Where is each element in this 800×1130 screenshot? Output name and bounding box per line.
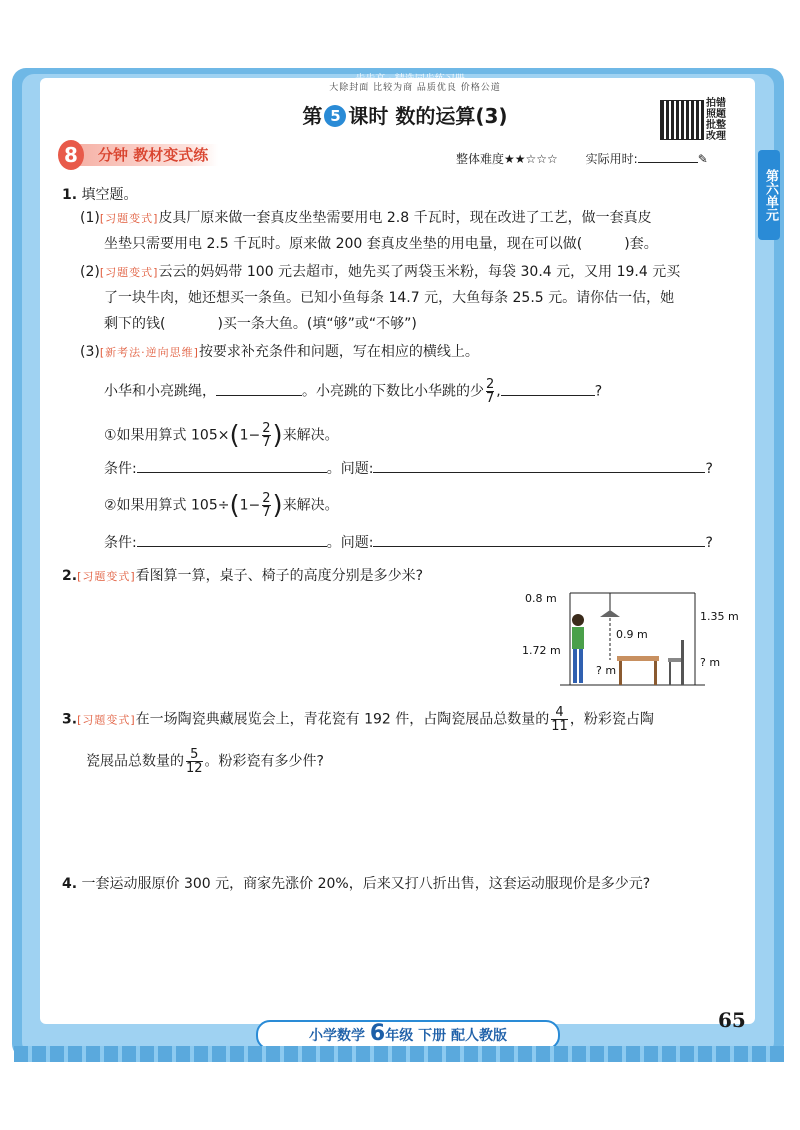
svg-text:? m: ? m [700,656,721,669]
condition-blank-2[interactable] [137,532,327,547]
height-diagram [520,590,750,690]
difficulty-stars: ★★☆☆☆ [504,152,558,166]
svg-text:? m: ? m [596,664,617,677]
q3-line1: 3.[习题变式]在一场陶瓷典藏展览会上，青花瓷有 192 件，占陶瓷展品总数量的 $\frac{4}{11}$ ，粉彩瓷占陶 [62,705,654,734]
svg-text:0.8 m: 0.8 m [525,592,557,605]
q1-part1-line2: 坐垫只需要用电 2.5 千瓦时。原来做 200 套真皮坐垫的用电量，现在可以做( )套。 [104,236,658,252]
unit-side-tab: 第六单元 [758,150,780,240]
lesson-number-badge: 5 [324,105,346,127]
section-tag: 分钟 教材变式练 8 [58,140,258,170]
q1-part2-line3: 剩下的钱( )买一条大鱼。(填“够”或“不够”) [104,316,417,332]
fraction-5-12: $\frac{5}{12}$ [186,747,203,776]
q1-option2: ②如果用算式 105÷(1− $\frac{2}{7}$ )来解决。 [104,490,339,521]
person-icon [572,614,584,626]
qr-code-icon[interactable] [660,100,704,140]
jump-condition-blank[interactable] [216,381,302,396]
q1-part1-line1: (1)[习题变式]皮具厂原来做一套真皮坐垫需要用电 2.8 千瓦时，现在改进了工艺，做一套真皮 [80,210,652,226]
q1-part2-line1: (2)[习题变式]云云的妈妈带 100 元去超市，她先买了两袋玉米粉，每袋 30.4 元，又用 19.4 元买 [80,264,681,280]
q1-part2-line2: 了一块牛肉，她还想买一条鱼。已知小鱼每条 14.7 元，大鱼每条 25.5 元。请你估一估，她 [104,290,675,306]
q1-heading: 1. 填空题。 [62,187,138,203]
q1-jump-rope-line: 小华和小亮跳绳， 。小亮跳的下数比小华跳的少 $\frac{2}{7}$ , ? [104,377,603,406]
q1-option1: ①如果用算式 105×(1− $\frac{2}{7}$ )来解决。 [104,420,339,451]
svg-text:0.9 m: 0.9 m [616,628,648,641]
question-blank-2[interactable] [373,532,705,547]
time-blank[interactable] [638,148,698,163]
fraction-4-11: $\frac{4}{11}$ [551,705,568,734]
bottom-stripe [14,1046,784,1062]
footer-badge: 小学数学 6年级 下册 配人教版 [256,1020,560,1050]
q1-option1-answer: 条件: 。问题: ? [104,458,713,479]
table-icon [617,656,659,661]
q3-line2: 瓷展品总数量的 $\frac{5}{12}$ 。粉彩瓷有多少件? [86,747,324,776]
svg-text:1.72 m: 1.72 m [522,644,561,657]
question-blank-1[interactable] [373,458,705,473]
condition-blank-1[interactable] [137,458,327,473]
top-strip: 步步高 · 精选同步练习册 [355,74,465,85]
q1-part3: (3)[新考法·逆向思维]按要求补充条件和问题，写在相应的横线上。 [80,344,479,360]
fraction-2-7: $\frac{2}{7}$ [486,377,495,406]
q2-text: 2.[习题变式]看图算一算，桌子、椅子的高度分别是多少米? [62,568,424,584]
exercise-tag: [习题变式] [99,212,159,225]
q1-option2-answer: 条件: 。问题: ? [104,532,713,553]
qr-caption: 拍错 照题 批整 改理 [706,98,726,142]
q4-text: 4. 一套运动服原价 300 元，商家先涨价 20%，后来又打八折出售，这套运动服现价是多少元? [62,876,651,892]
page-title: 第 5 课时 数的运算(3) [302,104,508,128]
jump-question-blank[interactable] [501,381,595,396]
page-number: 65 [718,1008,746,1032]
pencil-icon: ✎ [697,152,708,166]
difficulty-row: 整体难度★★☆☆☆ 实际用时: ✎ [456,148,708,167]
answer-blank-2[interactable] [165,314,217,328]
lamp-icon [600,610,620,617]
answer-blank-1[interactable] [582,234,624,248]
slogan: 大除封面 比较为商 品质优良 价格公道 [329,83,501,93]
minutes-badge: 8 [58,140,84,170]
svg-text:1.35 m: 1.35 m [700,610,739,623]
